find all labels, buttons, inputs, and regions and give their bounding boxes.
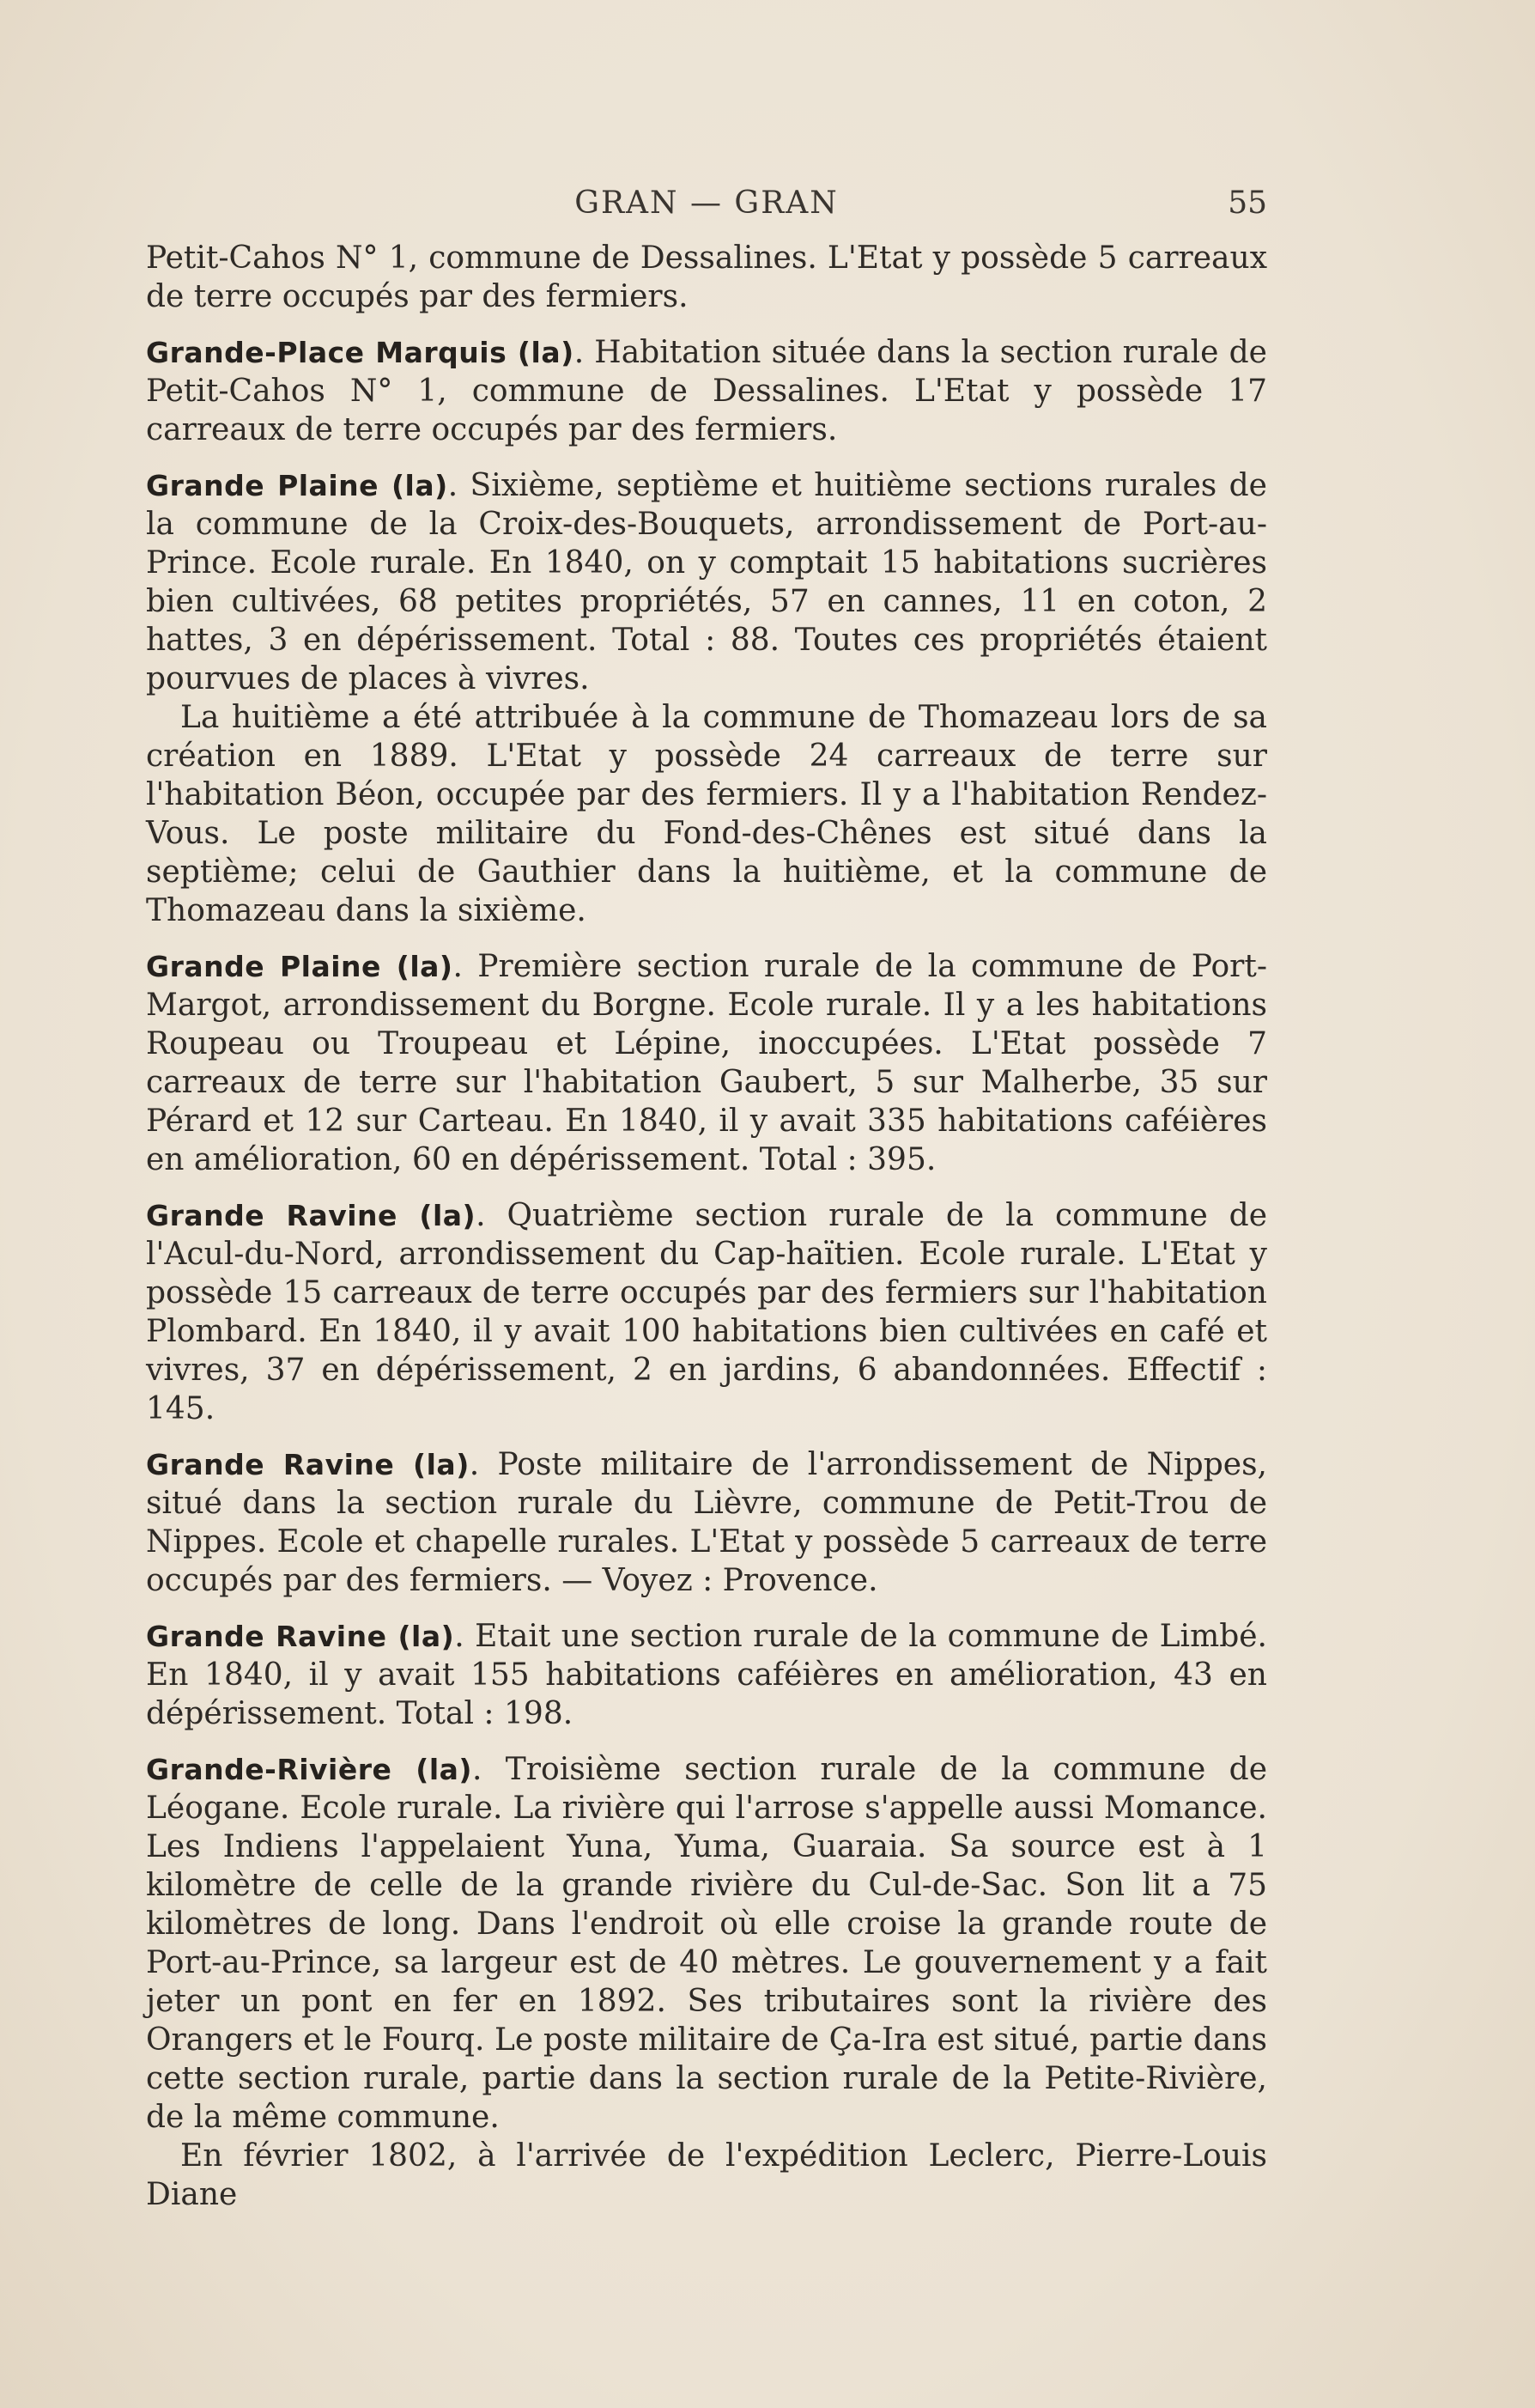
entry-heading: Grande Ravine (la) <box>146 1620 455 1653</box>
entry-grande-plaine-port-margot <box>146 947 1267 1179</box>
entry-grande-ravine-limbe <box>146 1617 1267 1733</box>
entry-grande-place-marquis <box>146 333 1267 449</box>
page-number: 55 <box>1228 185 1267 221</box>
entry-heading: Grande Plaine (la) <box>146 469 448 502</box>
entry-text: La huitième a été attribuée à la commune de Thomazeau lors de sa création en 1889. L'Etat y possède 24 carreaux de terre sur l'habitation Béon, occupée par des fermiers. Il y a l'habitation Rendez-Vous. Le poste militaire du Fond-des-Chênes est situé dans la septième; celui de Gauthier dans la huitième, et la commune de Thomazeau dans la sixième. <box>146 700 1267 928</box>
entry-text: En février 1802, à l'arrivée de l'expédition Leclerc, Pierre-Louis Diane <box>146 2138 1267 2212</box>
entry-heading: Grande Ravine (la) <box>146 1199 476 1232</box>
entry-continuation <box>146 239 1267 316</box>
entry-text: Petit-Cahos N° 1, commune de Dessalines. L'Etat y possède 5 carreaux de terre occupés par des fermiers. <box>146 240 1267 314</box>
entry-heading: Grande-Rivière (la) <box>146 1753 473 1786</box>
entry-text: . Troisième section rurale de la commune de Léogane. Ecole rurale. La rivière qui l'arrose s'appelle aussi Momance. Les Indiens l'appelaient Yuna, Yuma, Guaraia. Sa source est à 1 kilomètre de celle de la grande rivière du Cul-de-Sac. Son lit a 75 kilomètres de long. Dans l'endroit où elle croise la grande route de Port-au-Prince, sa largeur est de 40 mètres. Le gouvernement y a fait jeter un pont en fer en 1892. Ses tributaires sont la rivière des Orangers et le Fourq. Le poste militaire de Ça-Ira est situé, partie dans cette section rurale, partie dans la section rurale de la Petite-Rivière, de la même commune. <box>146 1752 1267 2135</box>
entry-heading: Grande Ravine (la) <box>146 1448 470 1481</box>
entry-paragraph-thomazeau <box>146 698 1267 930</box>
entry-text: . Habitation située dans la section rurale de Petit-Cahos N° 1, commune de Dessalines. L'Etat y possède 17 carreaux de terre occupés par des fermiers. <box>146 335 1267 447</box>
entry-grande-riviere-leogane <box>146 1750 1267 2137</box>
page-header <box>146 185 1267 228</box>
entry-text: . Poste militaire de l'arrondissement de Nippes, situé dans la section rurale du Lièvre, commune de Petit-Trou de Nippes. Ecole et chapelle rurales. L'Etat y possède 5 carreaux de terre occupés par des fermiers. — Voyez : Provence. <box>146 1447 1267 1598</box>
entry-text: . Première section rurale de la commune de Port-Margot, arrondissement du Borgne. Ecole rurale. Il y a les habitations Roupeau ou Troupeau et Lépine, inoccupées. L'Etat possède 7 carreaux de terre sur l'habitation Gaubert, 5 sur Malherbe, 35 sur Pérard et 12 sur Carteau. En 1840, il y avait 335 habitations caféières en amélioration, 60 en dépérissement. Total : 395. <box>146 949 1267 1177</box>
entry-text: . Sixième, septième et huitième sections rurales de la commune de la Croix-des-Bouquets, arrondissement de Port-au-Prince. Ecole rurale. En 1840, on y comptait 15 habitations sucrières bien cultivées, 68 petites propriétés, 57 en cannes, 11 en coton, 2 hattes, 3 en dépérissement. Total : 88. Toutes ces propriétés étaient pourvues de places à vivres. <box>146 468 1267 696</box>
entry-grande-plaine-croix-des-bouquets <box>146 466 1267 698</box>
entry-paragraph-1802 <box>146 2137 1267 2214</box>
entry-text: . Etait une section rurale de la commune de Limbé. En 1840, il y avait 155 habitations caféières en amélioration, 43 en dépérissement. Total : 198. <box>146 1619 1267 1731</box>
entry-grande-ravine-acul <box>146 1196 1267 1428</box>
entry-text: . Quatrième section rurale de la commune de l'Acul-du-Nord, arrondissement du Cap-haïtien. Ecole rurale. L'Etat y possède 15 carreaux de terre occupés par des fermiers sur l'habitation Plombard. En 1840, il y avait 100 habitations bien cultivées en café et vivres, 37 en dépérissement, 2 en jardins, 6 abandonnées. Effectif : 145. <box>146 1198 1267 1426</box>
entry-heading: Grande Plaine (la) <box>146 950 453 983</box>
running-title: GRAN — GRAN <box>574 185 839 221</box>
entry-heading: Grande-Place Marquis (la) <box>146 336 574 369</box>
entry-grande-ravine-nippes <box>146 1445 1267 1600</box>
body-text <box>146 239 1267 2231</box>
